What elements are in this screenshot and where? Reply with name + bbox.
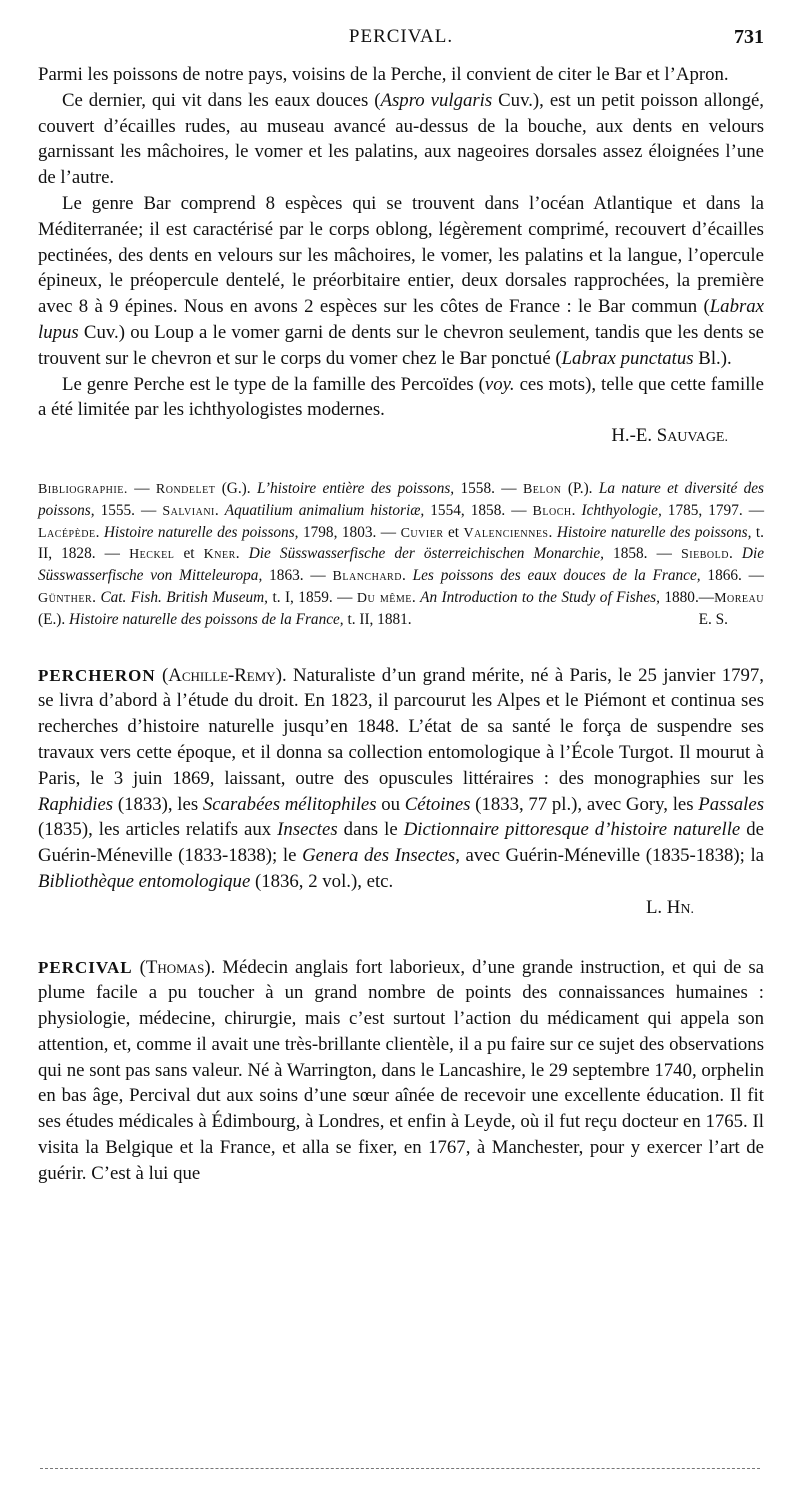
text-run: . xyxy=(548,523,557,541)
paragraph xyxy=(38,372,764,424)
text-run: et xyxy=(174,545,204,563)
work-title: L’histoire entière des poissons, xyxy=(256,479,455,497)
entry-headword: PERCHERON xyxy=(38,665,156,685)
text-run: (1836, 2 vol.), etc. xyxy=(250,870,394,892)
author: Kner xyxy=(203,547,236,563)
species-name: Labrax lupus xyxy=(38,296,764,343)
species-name: Labrax punctatus xyxy=(561,347,694,369)
work-title: Aquatilium animalium historiæ, xyxy=(224,501,425,519)
text-run: t. I, 1859. — xyxy=(268,588,357,606)
text-run: et xyxy=(443,523,464,541)
text-run: ). xyxy=(204,956,223,978)
author: Blanchard xyxy=(332,569,402,585)
author: Valenciennes xyxy=(463,525,549,541)
paragraph xyxy=(38,62,764,88)
signature-initials: L. H xyxy=(645,896,681,918)
text-run: (E.). xyxy=(38,610,70,628)
text-run: dans le xyxy=(337,819,404,841)
bibliography-label: Bibliographie. xyxy=(38,481,128,497)
signature-initials: H.-E. S xyxy=(611,425,668,447)
work-title: Histoire naturelle des poissons de la France, xyxy=(69,610,344,628)
running-title: PERCIVAL. xyxy=(348,26,454,47)
page-number: 731 xyxy=(734,26,764,48)
footer-rule xyxy=(40,1468,760,1469)
given-name: Achille-Remy xyxy=(168,664,276,686)
text-run: 1880.— xyxy=(659,588,715,606)
work-title: Histoire naturelle des poissons, xyxy=(103,523,299,541)
text-run: . xyxy=(411,588,421,606)
work-title: Cat. Fish. British Museum, xyxy=(100,588,268,606)
work-title: Histoire naturelle des poissons, xyxy=(556,523,752,541)
work-title: Cétoines xyxy=(404,793,471,815)
author: Moreau xyxy=(714,590,764,606)
text-run: ( xyxy=(155,664,169,686)
work-title: Bibliothèque entomologique xyxy=(38,870,251,892)
text-run: Ce dernier, qui vit dans les eaux douces ( xyxy=(62,89,381,111)
author: Belon xyxy=(522,481,562,497)
signature-rest: AUVAGE. xyxy=(667,430,728,446)
text-run: Le genre Perche est le type de la famille des Percoïdes ( xyxy=(62,373,485,395)
work-title: Die Süsswasserfische von Mitteleuropa, xyxy=(38,545,764,585)
text-run: t. II, 1881. xyxy=(343,610,412,628)
body-text xyxy=(38,62,764,1187)
text-run: Le genre Bar comprend 8 espèces qui se trouvent dans l’océan Atlantique et dans la Méditerranée; il est caractérisé par le corps oblong, légèrement comprimé, recouvert d’écailles pectinées, des dents en velours sur les mâchoires, le vomer, les palatins et la langue, l’opercule épineux, le préopercule dentelé, le préorbitaire entier, deux dorsales rapprochées, la première avec 8 à 9 épines. Nous en avons 2 espèces sur les côtes de France : le Bar commun ( xyxy=(38,192,764,318)
author: Heckel xyxy=(129,547,175,563)
entry-percheron xyxy=(38,663,764,923)
text-run: — xyxy=(127,479,156,497)
work-title: Genera des Insectes xyxy=(302,845,456,867)
text-run: 1558. — xyxy=(454,479,523,497)
text-run: (P.). xyxy=(561,479,599,497)
author-signature xyxy=(38,423,764,451)
text-run: (G.). xyxy=(215,479,257,497)
paragraph xyxy=(38,191,764,372)
paragraph xyxy=(38,955,764,1187)
text-run: 1858. — xyxy=(603,545,681,563)
author: Du même xyxy=(356,590,412,606)
text-run: ( xyxy=(132,956,146,978)
entry-percival xyxy=(38,955,764,1187)
text-run: 1554, 1858. — xyxy=(424,501,533,519)
given-name: Thomas xyxy=(145,956,205,978)
author: Günther xyxy=(38,590,93,606)
work-title: Insectes xyxy=(277,819,338,841)
text-run: 1555. — xyxy=(94,501,163,519)
perche-article-end xyxy=(38,62,764,451)
text-run: (1833, 77 pl.), avec Gory, les xyxy=(470,793,699,815)
text-run: ). xyxy=(275,664,294,686)
author: Lacépède xyxy=(38,525,96,541)
text-run: , avec Guérin-Méneville (1835-1838); la xyxy=(455,845,765,867)
work-title: An Introduction to the Study of Fishes, xyxy=(420,588,660,606)
text-run: Naturaliste d’un grand mérite, né à Paris, le 25 janvier 1797, se livra d’abord à l’étude du droit. En 1823, il parcourut les Alpes et le Piémont et continua ses recherches d’histoire naturelle jusqu’en 1848. L’état de sa santé le força de suspendre ses travaux vers cette époque, et il donna sa collection entomologique à l’École Turgot. Il mourut à Paris, le 3 juin 1869, laissant, outre des opuscules littéraires : des monographies sur les xyxy=(38,664,764,789)
author: Rondelet xyxy=(155,481,216,497)
text-run: . xyxy=(235,545,249,563)
signature-rest: N. xyxy=(680,901,694,917)
author: Salviani xyxy=(162,503,215,519)
text-run: 1785, 1797. — xyxy=(661,501,765,519)
text-run: ou xyxy=(376,793,405,815)
author-signature xyxy=(38,895,764,923)
text-run: 1866. — xyxy=(700,567,764,585)
author: Bloch xyxy=(532,503,572,519)
text-run: . xyxy=(95,523,104,541)
text-run: . xyxy=(571,501,582,519)
bibliography-signature: E. S. xyxy=(698,610,728,628)
text-run: Bl.). xyxy=(693,347,732,369)
work-title: Passales xyxy=(698,793,765,815)
text-run: . xyxy=(214,501,225,519)
paragraph xyxy=(38,88,764,191)
entry-headword: PERCIVAL xyxy=(38,957,133,977)
work-title: Scarabées mélitophiles xyxy=(202,793,377,815)
text-run: Cuv.) ou Loup a le vomer garni de dents sur le chevron seulement, tandis que les dents se trouvent sur le chevron et sur le corps du vomer chez le Bar ponctué ( xyxy=(38,321,764,369)
text-run: Parmi les poissons de notre pays, voisins de la Perche, il convient de citer le Bar et l’Apron. xyxy=(38,64,729,85)
text-run: Cuv.), est un petit poisson allongé, couvert d’écailles rudes, au museau avancé au-dessus de la bouche, aux dents en velours garnissant les mâchoires, le vomer et les palatins, aux nageoires dorsales assez éloignées l’une de l’autre. xyxy=(38,89,764,189)
text-run: . xyxy=(728,545,742,563)
text-run: ces mots), telle que cette famille a été limitée par les ichthyologistes modernes. xyxy=(38,373,764,421)
work-title: Les poissons des eaux douces de la France, xyxy=(412,567,701,585)
text-run: 1863. — xyxy=(262,567,333,585)
work-title: Die Süsswasserfische der österreichischen Monarchie, xyxy=(248,545,604,563)
text-run: 1798, 1803. — xyxy=(298,523,401,541)
text-run: . xyxy=(401,567,413,585)
work-title: Raphidies xyxy=(38,793,114,815)
text-run: voy. xyxy=(484,373,515,395)
work-title: Ichthyologie, xyxy=(581,501,662,519)
text-run: de Guérin-Méneville (1833-1838); le xyxy=(38,819,765,867)
work-title: La nature et diversité des poissons, xyxy=(38,479,764,519)
species-name: Aspro vulgaris xyxy=(380,89,493,111)
author: Siebold xyxy=(681,547,729,563)
text-run: (1835), les articles relatifs aux xyxy=(38,819,278,841)
author: Cuvier xyxy=(400,525,444,541)
bibliography xyxy=(38,479,764,631)
text-run: t. II, 1828. — xyxy=(38,523,764,563)
text-run: Médecin anglais fort laborieux, d’une grande instruction, et qui de sa plume facile a pu toucher à un grand nombre de points des connaissances humaines : physiologie, médecine, chirurgie, mais c’est surtout l’action du médicament qui appela son attention, et, comme il avait une très-brillante clientèle, il a pu faire sur ce sujet des observations qui ne sont pas sans valeur. Né à Warrington, dans le Lancashire, le 29 septembre 1740, orphelin en bas âge, Percival dut aux soins d’une sœur aînée de recevoir une excellente éducation. Il fit ses études médicales à Édimbourg, à Londres, et enfin à Leyde, où il fut reçu docteur en 1765. Il visita la Belgique et la France, et alla se fixer, en 1767, à Manchester, pour y exercer l’art de guérir. C’est à lui que xyxy=(38,956,764,1184)
work-title: Dictionnaire pittoresque d’histoire naturelle xyxy=(403,819,741,841)
text-run: . xyxy=(92,588,101,606)
paragraph xyxy=(38,663,764,895)
text-run: (1833), les xyxy=(113,793,203,815)
page-header xyxy=(38,26,764,56)
